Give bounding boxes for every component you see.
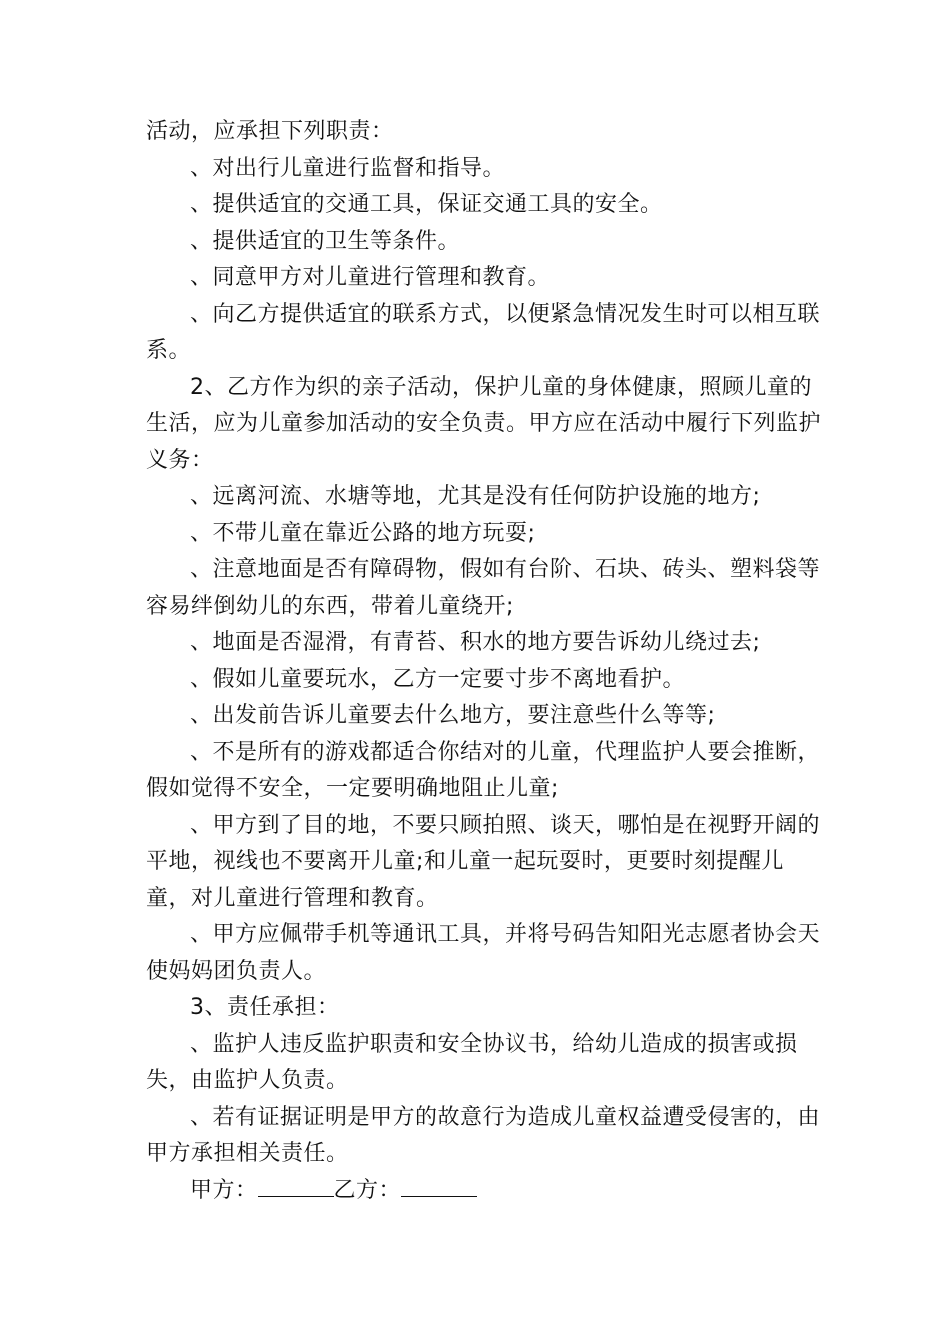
- paragraph: 、若有证据证明是甲方的故意行为造成儿童权益遭受侵害的，由甲方承担相关责任。: [146, 1104, 821, 1166]
- party-b-label: 乙方：: [333, 1177, 402, 1203]
- paragraph: 、不是所有的游戏都适合你结对的儿童，代理监护人要会推断，假如觉得不安全，一定要明确地阻止儿童;: [146, 739, 821, 801]
- paragraph: 、提供适宜的交通工具，保证交通工具的安全。: [190, 192, 663, 217]
- paragraph: 、监护人违反监护职责和安全协议书，给幼儿造成的损害或损失，由监护人负责。: [146, 1031, 798, 1093]
- paragraph: 、注意地面是否有障碍物，假如有台阶、石块、砖头、塑料袋等容易绊倒幼儿的东西，带着儿童绕开;: [146, 557, 821, 619]
- paragraph: 、甲方到了目的地，不要只顾拍照、谈天，哪怕是在视野开阔的平地，视线也不要离开儿童;和儿童一起玩耍时，更要时刻提醒儿童，对儿童进行管理和教育。: [146, 812, 821, 911]
- paragraph: 、对出行儿童进行监督和指导。: [190, 155, 506, 181]
- paragraph: 、出发前告诉儿童要去什么地方，要注意些什么等等;: [190, 703, 716, 728]
- paragraph: 、假如儿童要玩水，乙方一定要寸步不离地看护。: [190, 666, 686, 692]
- paragraph: 、远离河流、水塘等地，尤其是没有任何防护设施的地方;: [190, 484, 761, 509]
- signature-line: [146, 1173, 822, 1210]
- paragraph: 活动，应承担下列职责：: [146, 119, 394, 144]
- paragraph: 、提供适宜的卫生等条件。: [190, 228, 461, 254]
- paragraph: 、地面是否湿滑，有青苔、积水的地方要告诉幼儿绕过去;: [190, 630, 761, 655]
- paragraph: 、同意甲方对儿童进行管理和教育。: [190, 265, 551, 290]
- paragraph: 、甲方应佩带手机等通讯工具，并将号码告知阳光志愿者协会天使妈妈团负责人。: [146, 922, 821, 984]
- party-a-label: 甲方：: [190, 1177, 258, 1203]
- document-body: [146, 114, 822, 1209]
- paragraph: 、向乙方提供适宜的联系方式，以便紧急情况发生时可以相互联系。: [146, 301, 821, 363]
- paragraph: 、不带儿童在靠近公路的地方玩耍;: [190, 520, 536, 546]
- party-a-blank: [258, 1174, 334, 1197]
- party-b-blank: [401, 1174, 477, 1197]
- paragraph: 2、乙方作为织的亲子活动，保护儿童的身体健康，照顾儿童的生活，应为儿童参加活动的安全负责。甲方应在活动中履行下列监护义务：: [146, 374, 822, 473]
- paragraph: 3、责任承担：: [190, 995, 340, 1020]
